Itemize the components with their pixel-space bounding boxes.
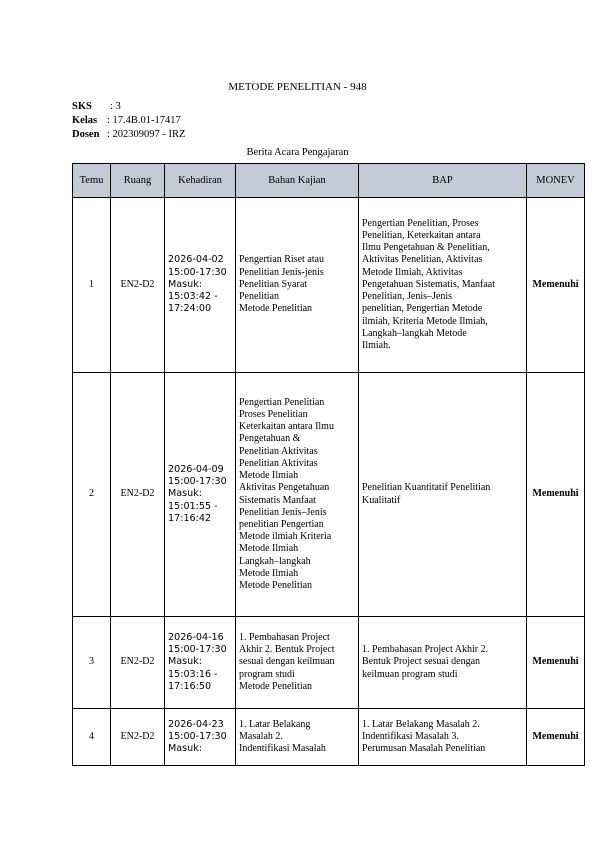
kelas-value: : 17.4B.01-17417 [107, 115, 181, 126]
bap-cell-line: Aktivitas Penelitian, Aktivitas [362, 254, 483, 266]
kehadiran-cell-line: 15:03:42 - [168, 291, 218, 303]
bap-cell [359, 709, 527, 766]
bahan-kajian-cell-line: Keterkaitan antara Ilmu [239, 421, 334, 433]
bahan-kajian-cell-line: Aktivitas Pengetahuan [239, 482, 330, 494]
kehadiran-cell-line: 17:16:50 [168, 680, 212, 692]
sks-row [72, 100, 185, 114]
course-meta [72, 100, 185, 142]
kehadiran-cell-line: 17:16:42 [168, 512, 212, 524]
kehadiran-cell [165, 198, 236, 373]
bahan-kajian-cell-line: Penelitian Syarat [239, 278, 308, 290]
kehadiran-cell-line: 2026-04-09 [168, 463, 224, 475]
bahan-kajian-cell-line: Penelitian Aktivitas [239, 457, 318, 469]
bahan-kajian-cell-line: Metode Penelitian [239, 680, 313, 692]
bap-cell-line: Pengetahuan Sistematis, Manfaat [362, 278, 496, 290]
bap-cell-line: Ilmu Pengetahuan & Penelitian, [362, 242, 490, 254]
bahan-kajian-cell-line: Langkah–langkah [239, 555, 311, 567]
header-ruang: Ruang [111, 164, 165, 198]
dosen-label: Dosen [72, 129, 100, 140]
table-row [73, 373, 585, 617]
bap-cell-line: 1. Latar Belakang Masalah 2. [362, 718, 480, 730]
kelas-label: Kelas [72, 115, 98, 126]
ruang-cell: EN2-D2 [111, 198, 165, 373]
bahan-kajian-cell-line: Penelitian Jenis-jenis [239, 266, 324, 278]
monev-cell: Memenuhi [527, 709, 585, 766]
temu-cell: 1 [73, 198, 111, 373]
bap-cell-line: penelitian, Pengertian Metode [362, 303, 483, 315]
bahan-kajian-cell [236, 373, 359, 617]
kelas-row [72, 114, 185, 128]
kehadiran-cell-line: Masuk: [168, 743, 203, 755]
bahan-kajian-cell-line: Metode Penelitian [239, 579, 313, 591]
bahan-kajian-cell-line: Akhir 2. Bentuk Project [239, 644, 335, 656]
bap-cell-line: Indentifikasi Masalah 3. [362, 730, 459, 742]
ruang-cell: EN2-D2 [111, 373, 165, 617]
temu-cell: 3 [73, 617, 111, 709]
kehadiran-cell [165, 373, 236, 617]
bap-cell-line: Penelitian, Jenis–Jenis [362, 291, 452, 303]
header-temu: Temu [73, 164, 111, 198]
kehadiran-cell-line: 15:03:16 - [168, 668, 218, 680]
kehadiran-cell-line: 2026-04-02 [168, 254, 224, 266]
bap-cell-line: Langkah–langkah Metode [362, 327, 467, 339]
bahan-kajian-cell-line: Penelitian [239, 291, 279, 303]
bahan-kajian-cell-line: penelitian Pengertian [239, 518, 324, 530]
kehadiran-cell-line: 15:00-17:30 [168, 730, 227, 742]
kehadiran-cell-line: 15:00-17:30 [168, 266, 227, 278]
bahan-kajian-cell-line: Metode Penelitian [239, 303, 313, 315]
temu-cell: 4 [73, 709, 111, 766]
monev-cell: Memenuhi [527, 373, 585, 617]
bahan-kajian-cell-line: program studi [239, 668, 295, 680]
bap-cell-line: Penelitian, Keterkaitan antara [362, 230, 481, 242]
kehadiran-cell-line: Masuk: [168, 488, 203, 500]
bap-cell [359, 617, 527, 709]
temu-cell: 2 [73, 373, 111, 617]
bahan-kajian-cell-line: Masalah 2. [239, 730, 283, 742]
monev-cell: Memenuhi [527, 617, 585, 709]
bahan-kajian-cell-line: 1. Pembahasan Project [239, 631, 330, 643]
bahan-kajian-cell-line: Pengetahuan & [239, 433, 301, 445]
bahan-kajian-cell-line: Metode Ilmiah [239, 567, 299, 579]
bap-cell-line: Pengertian Penelitian, Proses [362, 217, 479, 229]
kehadiran-cell [165, 617, 236, 709]
header-monev: MONEV [527, 164, 585, 198]
kehadiran-cell-line: 15:01:55 - [168, 500, 218, 512]
bap-cell-line: 1. Pembahasan Project Akhir 2. [362, 644, 489, 656]
kehadiran-cell-line: Masuk: [168, 278, 203, 290]
page-title: METODE PENELITIAN - 948 [228, 81, 367, 93]
bahan-kajian-cell-line: Penelitian Jenis–Jenis [239, 506, 327, 518]
header-kehadiran: Kehadiran [165, 164, 236, 198]
bahan-kajian-cell-line: Metode Ilmiah [239, 543, 299, 555]
bahan-kajian-cell-line: 1. Latar Belakang [239, 718, 311, 730]
table-row [73, 617, 585, 709]
ruang-cell: EN2-D2 [111, 709, 165, 766]
bahan-kajian-cell-line: Indentifikasi Masalah [239, 743, 326, 755]
bap-cell [359, 198, 527, 373]
kehadiran-cell-line: 15:00-17:30 [168, 644, 227, 656]
bap-cell-line: Penelitian Kuantitatif Penelitian [362, 482, 491, 494]
dosen-row [72, 128, 185, 142]
kehadiran-cell-line: 2026-04-23 [168, 718, 224, 730]
dosen-value: : 202309097 - IRZ [107, 129, 186, 140]
bap-cell-line: Ilmiah. [362, 339, 391, 351]
bap-cell-line: Perumusan Masalah Penelitian [362, 743, 486, 755]
bahan-kajian-cell-line: sesuai dengan keilmuan [239, 656, 335, 668]
bahan-kajian-cell-line: Metode ilmiah Kriteria [239, 531, 332, 543]
sks-label: SKS [72, 101, 92, 112]
sks-value: : 3 [110, 101, 121, 112]
bap-cell [359, 373, 527, 617]
bahan-kajian-cell-line: Metode Ilmiah [239, 470, 299, 482]
table-header-row [73, 164, 585, 198]
bahan-kajian-cell [236, 198, 359, 373]
kehadiran-cell-line: 15:00-17:30 [168, 476, 227, 488]
monev-cell: Memenuhi [527, 198, 585, 373]
table-caption: Berita Acara Pengajaran [246, 147, 349, 158]
table-row [73, 198, 585, 373]
bahan-kajian-cell [236, 617, 359, 709]
bap-cell-line: keilmuan program studi [362, 668, 458, 680]
kehadiran-cell-line: Masuk: [168, 656, 203, 668]
bap-cell-line: ilmiah, Kriteria Metode Ilmiah, [362, 315, 488, 327]
table-row [73, 709, 585, 766]
bap-table [72, 163, 585, 766]
bahan-kajian-cell-line: Sistematis Manfaat [239, 494, 316, 506]
header-bahan-kajian: Bahan Kajian [236, 164, 359, 198]
bahan-kajian-cell-line: Proses Penelitian [239, 409, 308, 421]
bahan-kajian-cell-line: Pengertian Penelitian [239, 396, 325, 408]
bap-cell-line: Kualitatif [362, 494, 401, 506]
header-bap: BAP [359, 164, 527, 198]
bahan-kajian-cell [236, 709, 359, 766]
bap-cell-line: Bentuk Project sesuai dengan [362, 656, 481, 668]
bahan-kajian-cell-line: Pengertian Riset atau [239, 254, 324, 266]
bahan-kajian-cell-line: Penelitian Aktivitas [239, 445, 318, 457]
bap-cell-line: Metode Ilmiah, Aktivitas [362, 266, 463, 278]
kehadiran-cell-line: 17:24:00 [168, 303, 212, 315]
kehadiran-cell [165, 709, 236, 766]
ruang-cell: EN2-D2 [111, 617, 165, 709]
kehadiran-cell-line: 2026-04-16 [168, 631, 224, 643]
